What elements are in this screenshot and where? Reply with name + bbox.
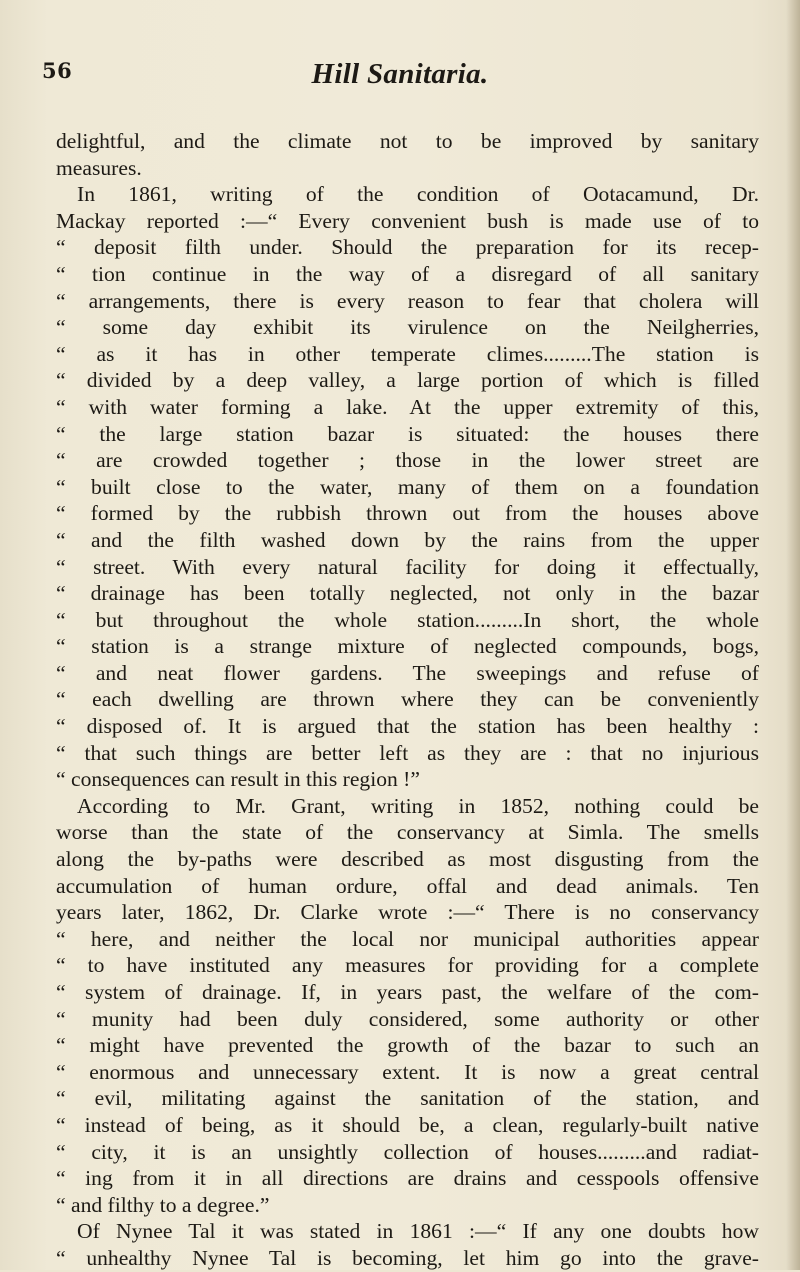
text-line: “ instead of being, as it should be, a clean, regularly-built native xyxy=(56,1112,759,1137)
text-line: “ deposit filth under. Should the preparation for its recep- xyxy=(56,235,759,260)
text-line: “ with water forming a lake. At the upper extremity of this, xyxy=(56,394,759,419)
text-line: accumulation of human ordure, offal and dead animals. Ten xyxy=(56,873,759,898)
page-number: 56 xyxy=(42,58,73,83)
text-line: In 1861, writing of the condition of Ootacamund, Dr. xyxy=(77,182,759,207)
text-line: “ tion continue in the way of a disregard of all sanitary xyxy=(56,261,759,286)
text-line: “ arrangements, there is every reason to fear that cholera will xyxy=(56,288,759,313)
text-line: “ enormous and unnecessary extent. It is now a great central xyxy=(56,1059,759,1084)
text-line: “ disposed of. It is argued that the station has been healthy : xyxy=(56,714,759,739)
text-line: “ unhealthy Nynee Tal is becoming, let him go into the grave- xyxy=(56,1245,759,1270)
text-line: measures. xyxy=(56,155,142,180)
text-line: along the by-paths were described as most disgusting from the xyxy=(56,847,759,872)
text-line: “ and filthy to a degree.” xyxy=(56,1192,270,1217)
text-line: According to Mr. Grant, writing in 1852, nothing could be xyxy=(77,793,759,818)
text-line: worse than the state of the conservancy at Simla. The smells xyxy=(56,820,759,845)
text-line: “ might have prevented the growth of the bazar to such an xyxy=(56,1033,759,1058)
text-line: “ divided by a deep valley, a large portion of which is filled xyxy=(56,368,759,393)
text-line: “ city, it is an unsightly collection of houses.........and radiat- xyxy=(56,1139,759,1164)
text-line: “ that such things are better left as they are : that no injurious xyxy=(56,740,759,765)
text-line: “ consequences can result in this region !” xyxy=(56,767,420,792)
text-line: “ here, and neither the local nor municipal authorities appear xyxy=(56,926,759,951)
text-line: “ street. With every natural facility for doing it effectually, xyxy=(56,554,759,579)
text-line: “ built close to the water, many of them on a foundation xyxy=(56,474,759,499)
text-line: “ some day exhibit its virulence on the Neilgherries, xyxy=(56,315,759,340)
text-line: Mackay reported :—“ Every convenient bush is made use of to xyxy=(56,208,759,233)
text-line: “ ing from it in all directions are drains and cesspools offensive xyxy=(56,1166,759,1191)
text-line: “ the large station bazar is situated: the houses there xyxy=(56,421,759,446)
text-line: “ system of drainage. If, in years past, the welfare of the com- xyxy=(56,980,759,1004)
text-line: Of Nynee Tal it was stated in 1861 :—“ If any one doubts how xyxy=(77,1219,759,1244)
text-line: “ formed by the rubbish thrown out from the houses above xyxy=(56,501,759,526)
text-line: “ and the filth washed down by the rains from the upper xyxy=(56,527,759,552)
text-line: “ but throughout the whole station.........In short, the whole xyxy=(56,607,759,632)
text-line: years later, 1862, Dr. Clarke wrote :—“ There is no conservancy xyxy=(56,900,759,925)
text-line: “ to have instituted any measures for providing for a complete xyxy=(56,953,759,978)
running-title: Hill Sanitaria. xyxy=(311,58,489,90)
text-line: “ are crowded together ; those in the lower street are xyxy=(56,448,759,473)
text-line: delightful, and the climate not to be improved by sanitary xyxy=(56,129,759,153)
text-line: “ munity had been duly considered, some authority or other xyxy=(56,1006,759,1031)
text-line: “ evil, militating against the sanitation of the station, and xyxy=(56,1086,759,1111)
text-line: “ station is a strange mixture of neglected compounds, bogs, xyxy=(56,634,759,659)
text-line: “ drainage has been totally neglected, not only in the bazar xyxy=(56,581,759,606)
page-edge-shadow xyxy=(786,0,800,1270)
body-text xyxy=(56,128,759,1272)
text-line: “ as it has in other temperate climes.........The station is xyxy=(56,341,759,366)
text-line: “ each dwelling are thrown where they can be conveniently xyxy=(56,687,759,712)
text-line: “ and neat flower gardens. The sweepings and refuse of xyxy=(56,660,759,685)
